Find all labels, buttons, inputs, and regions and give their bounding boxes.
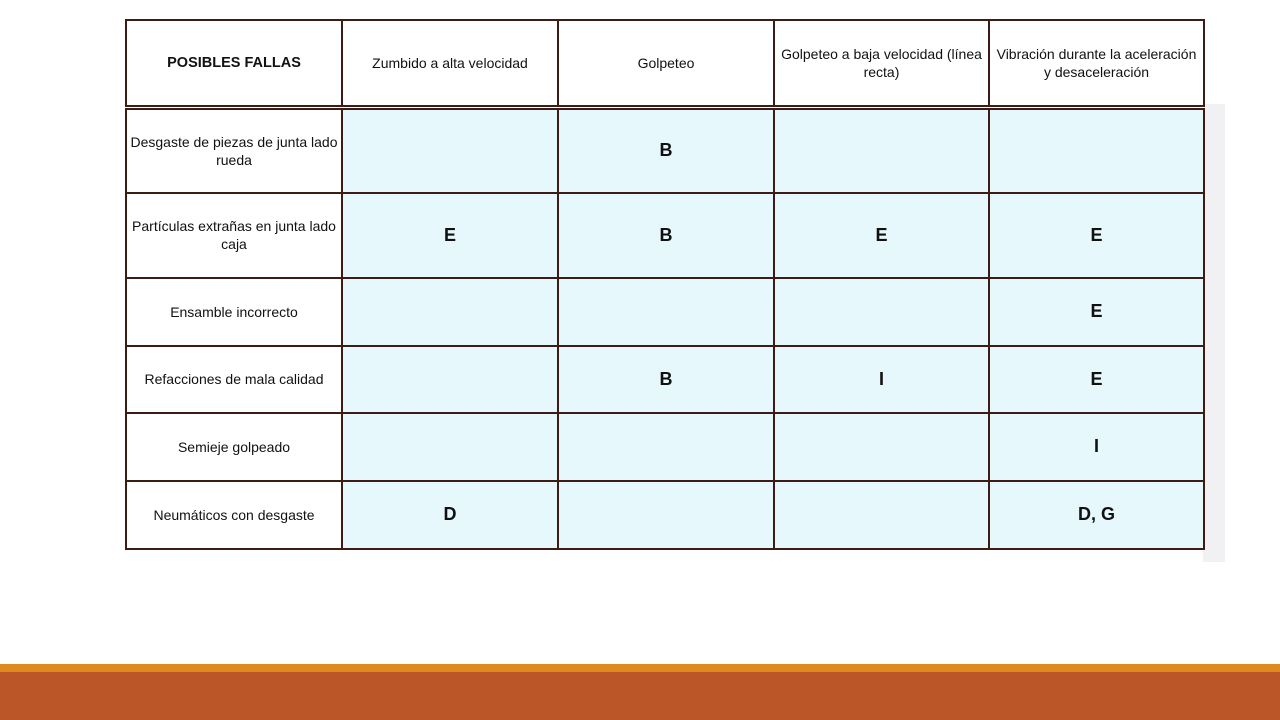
footer-bar	[0, 672, 1280, 720]
column-header: Golpeteo	[558, 20, 774, 108]
table-cell	[558, 481, 774, 549]
table-cell	[342, 346, 558, 413]
fault-table-container	[125, 19, 1203, 549]
column-header: Golpeteo a baja velocidad (línea recta)	[774, 20, 989, 108]
column-header: Vibración durante la aceleración y desaceleración	[989, 20, 1204, 108]
table-cell	[989, 108, 1204, 193]
row-label: Refacciones de mala calidad	[126, 346, 342, 413]
table-cell: D, G	[989, 481, 1204, 549]
row-label: Partículas extrañas en junta lado caja	[126, 193, 342, 278]
table-cell: E	[989, 346, 1204, 413]
table-cell	[774, 413, 989, 481]
table-cell	[342, 278, 558, 346]
row-label: Ensamble incorrecto	[126, 278, 342, 346]
table-cell: B	[558, 193, 774, 278]
table-cell: B	[558, 108, 774, 193]
table-row	[126, 278, 1204, 346]
row-label: Neumáticos con desgaste	[126, 481, 342, 549]
row-label: Semieje golpeado	[126, 413, 342, 481]
table-row	[126, 193, 1204, 278]
table-cell: D	[342, 481, 558, 549]
table-cell	[774, 278, 989, 346]
column-header: Zumbido a alta velocidad	[342, 20, 558, 108]
table-cell: I	[774, 346, 989, 413]
table-shadow	[1203, 104, 1225, 562]
table-row	[126, 481, 1204, 549]
corner-header: POSIBLES FALLAS	[126, 20, 342, 108]
fault-table	[125, 19, 1205, 550]
table-cell: E	[989, 278, 1204, 346]
table-cell: E	[342, 193, 558, 278]
table-cell	[342, 413, 558, 481]
table-cell	[342, 108, 558, 193]
header-row	[126, 20, 1204, 108]
table-cell: E	[989, 193, 1204, 278]
table-cell	[558, 413, 774, 481]
table-row	[126, 346, 1204, 413]
table-cell: I	[989, 413, 1204, 481]
table-cell	[774, 481, 989, 549]
table-cell	[774, 108, 989, 193]
table-row	[126, 108, 1204, 193]
table-cell	[558, 278, 774, 346]
table-cell: B	[558, 346, 774, 413]
row-label: Desgaste de piezas de junta lado rueda	[126, 108, 342, 193]
accent-bar	[0, 664, 1280, 672]
table-row	[126, 413, 1204, 481]
table-cell: E	[774, 193, 989, 278]
